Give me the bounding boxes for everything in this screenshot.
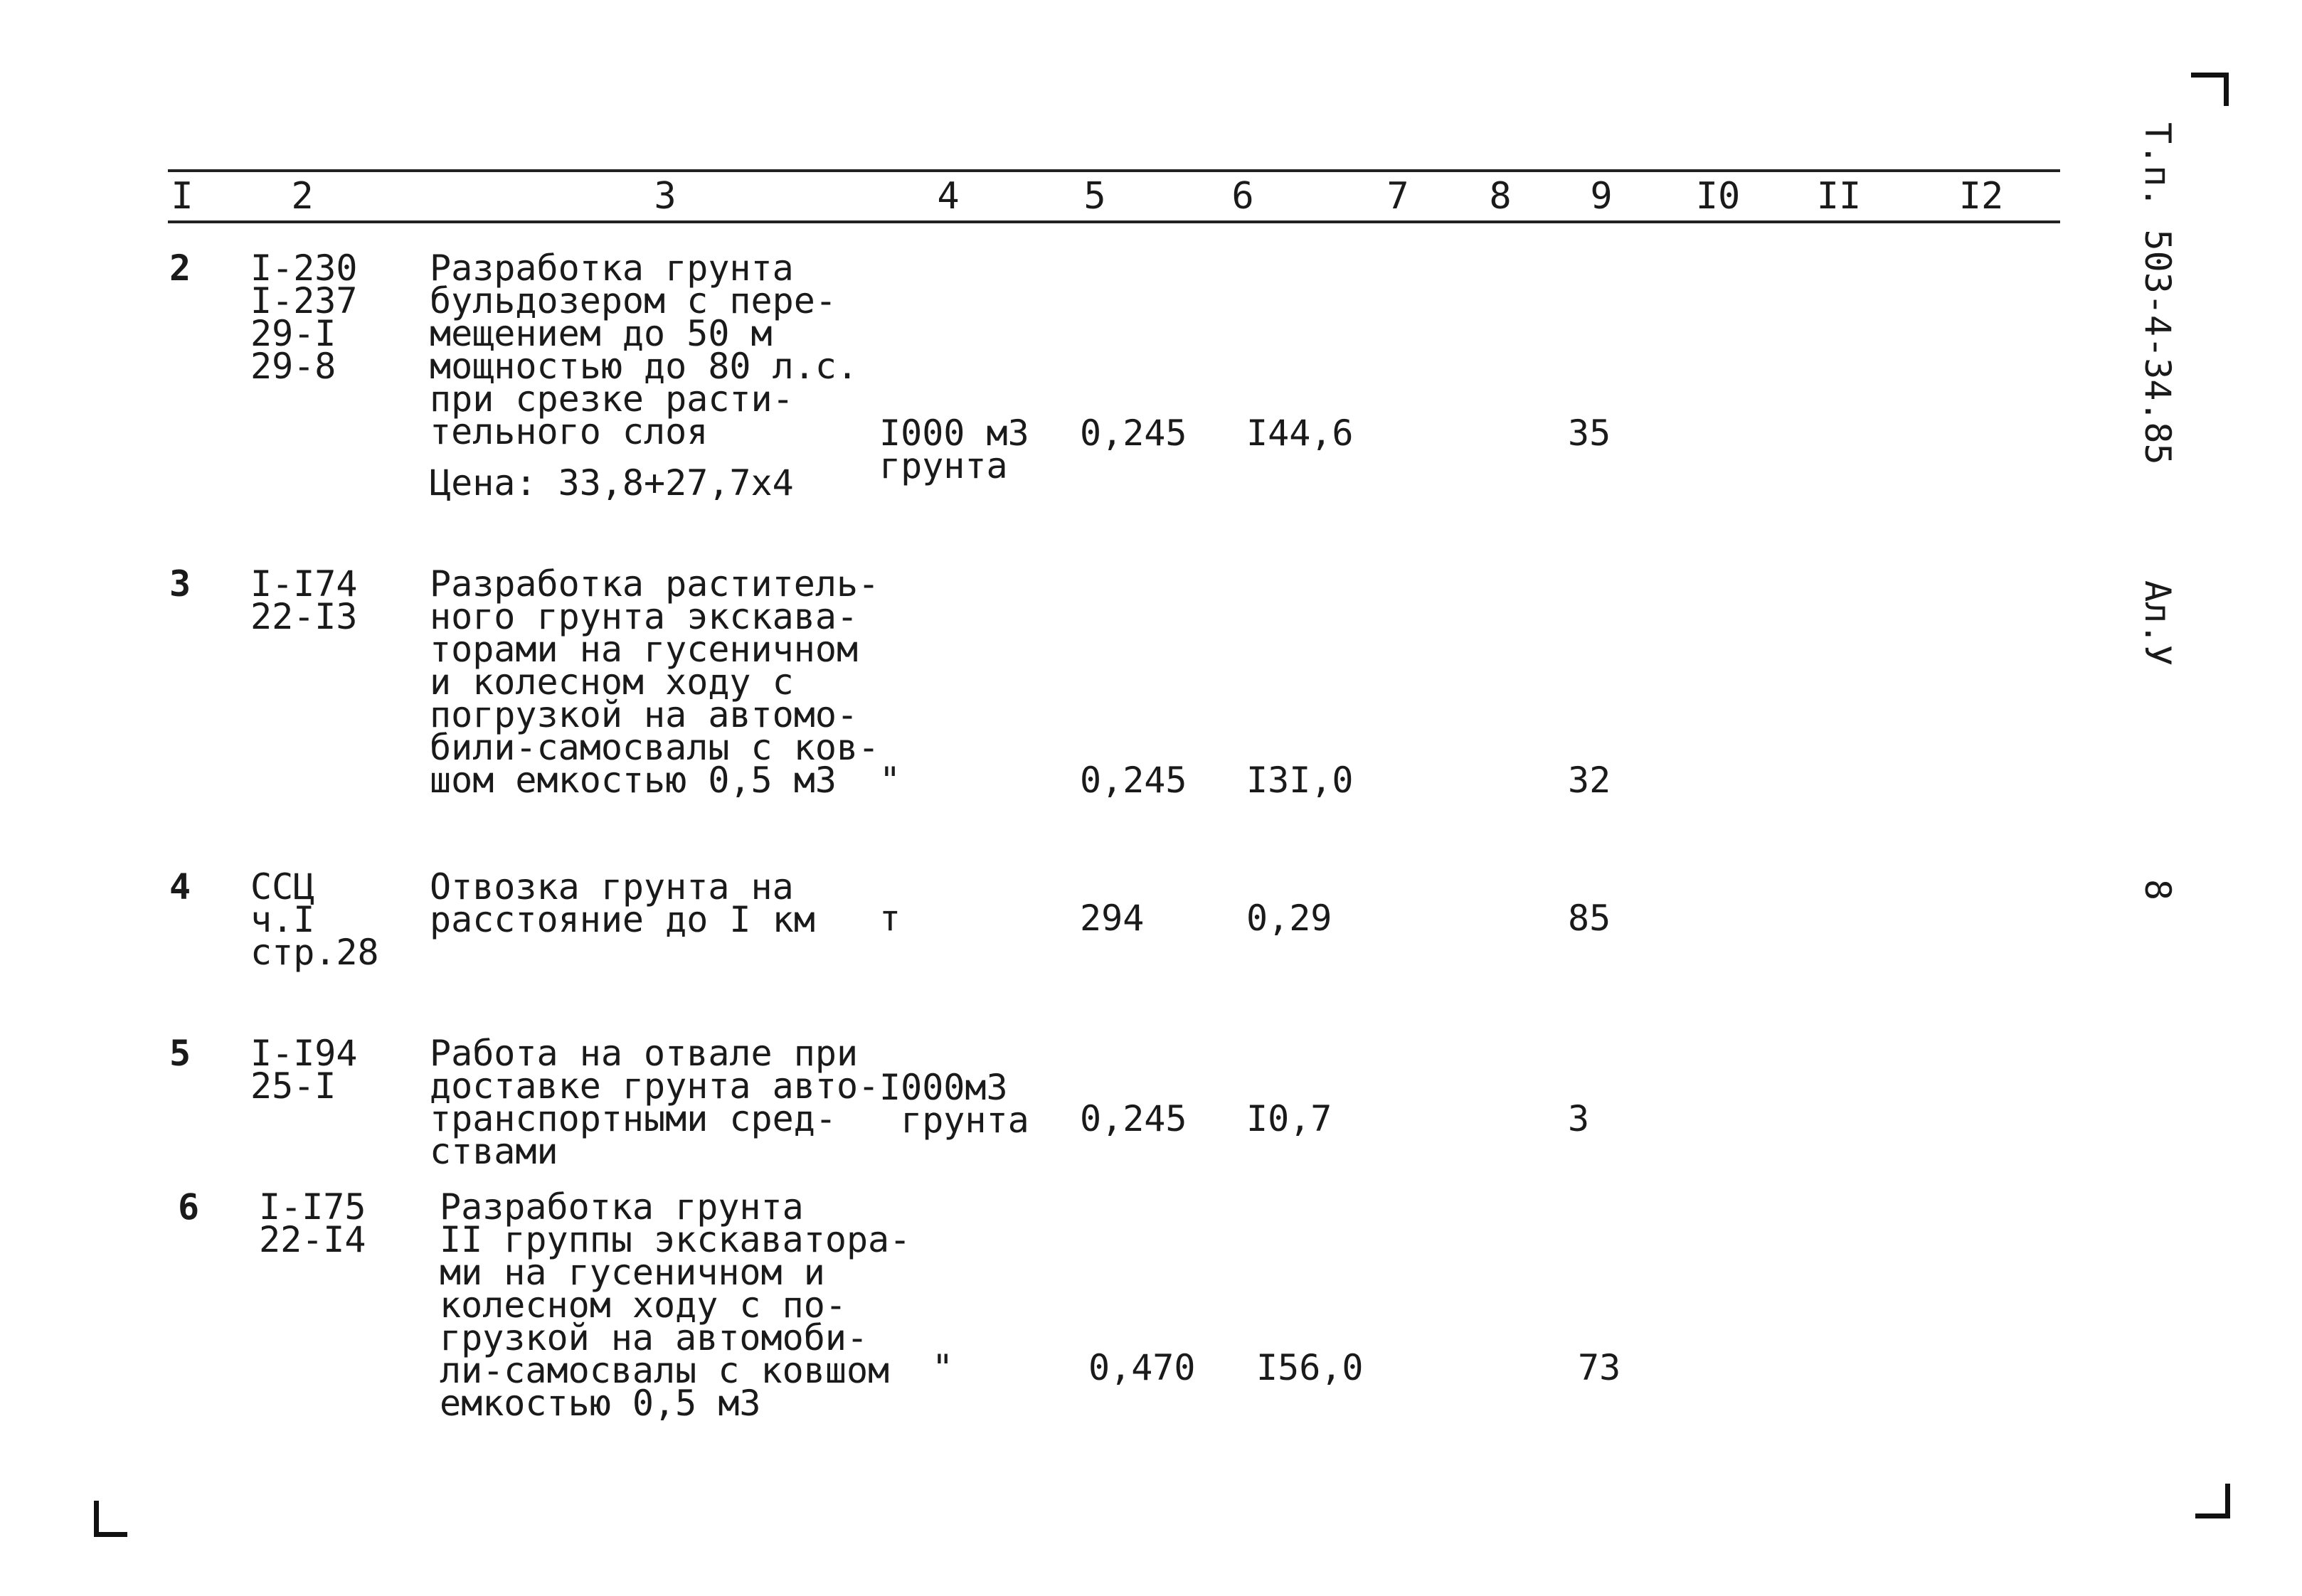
row-rate: I56,0 — [1256, 1347, 1364, 1388]
row-number: 3 — [169, 563, 191, 605]
column-header-5: 5 — [1083, 175, 1106, 218]
column-header-9: 9 — [1590, 175, 1613, 218]
row-description: Разработка раститель- ного грунта экскава- торами на гусеничном и колесном ходу с погрузкой на автомо- били-самосвалы с ков- шом емкостью 0,5 м3 — [430, 563, 880, 801]
row-quantity: 0,245 — [1080, 1098, 1187, 1139]
row-unit: " — [879, 760, 901, 801]
row-number: 5 — [169, 1033, 191, 1074]
document-code: Т.п. 503-4-34.85 — [2137, 122, 2178, 465]
row-quantity: 0,245 — [1080, 413, 1187, 454]
row-total: 32 — [1568, 760, 1611, 801]
row-codes: ССЦ ч.I стр.28 — [250, 866, 379, 973]
row-description: Работа на отвале при доставке грунта авто- транспортными сред- ствами — [430, 1033, 880, 1172]
column-header-7: 7 — [1386, 175, 1409, 218]
column-header-1: I — [171, 175, 193, 218]
row-unit: I000 м3 грунта — [879, 413, 1029, 486]
row-codes: I-I94 25-I — [250, 1033, 358, 1107]
corner-mark-bottom-left — [94, 1501, 127, 1537]
row-total: 3 — [1568, 1098, 1590, 1139]
row-number: 4 — [169, 866, 191, 908]
row-rate: I3I,0 — [1246, 760, 1354, 801]
column-header-6: 6 — [1231, 175, 1254, 218]
column-header-12: I2 — [1958, 175, 2004, 218]
column-header-3: 3 — [654, 175, 677, 218]
album-label: Ал.У — [2137, 580, 2178, 666]
row-rate: I44,6 — [1246, 413, 1354, 454]
row-total: 73 — [1578, 1347, 1621, 1388]
column-header-2: 2 — [291, 175, 314, 218]
column-header-8: 8 — [1489, 175, 1512, 218]
row-unit: I000м3 грунта — [879, 1067, 1029, 1141]
page-number: 8 — [2137, 879, 2178, 901]
row-quantity: 0,470 — [1088, 1347, 1196, 1388]
row-unit: " — [932, 1347, 954, 1388]
row-description: Разработка грунта бульдозером с пере- мещением до 50 м мощностью до 80 л.с. при срезке расти- тельного слоя — [430, 248, 859, 452]
row-number: 2 — [169, 248, 191, 289]
row-quantity: 0,245 — [1080, 760, 1187, 801]
row-rate: I0,7 — [1246, 1098, 1332, 1139]
row-codes: I-I74 22-I3 — [250, 563, 358, 637]
column-header-4: 4 — [937, 175, 960, 218]
row-codes: I-230 I-237 29-I 29-8 — [250, 248, 358, 387]
row-number: 6 — [178, 1186, 200, 1228]
row-total: 85 — [1568, 898, 1611, 939]
row-description: Отвозка грунта на расстояние до I км — [430, 866, 815, 940]
column-header-11: II — [1816, 175, 1862, 218]
row-unit: т — [879, 898, 901, 939]
corner-mark-top-right — [2191, 73, 2229, 106]
row-quantity: 294 — [1080, 898, 1145, 939]
column-header-10: I0 — [1695, 175, 1741, 218]
row-total: 35 — [1568, 413, 1611, 454]
header-top-rule — [168, 169, 2060, 172]
header-bottom-rule — [168, 220, 2060, 223]
row-price: Цена: 33,8+27,7x4 — [430, 462, 794, 504]
row-description: Разработка грунта II группы экскаватора- ми на гусеничном и колесном ходу с по- грузкой на автомоби- ли-самосвалы с ковшом емкостью 0,5 м3 — [440, 1186, 911, 1424]
corner-mark-bottom-right — [2195, 1484, 2230, 1518]
row-rate: 0,29 — [1246, 898, 1332, 939]
row-codes: I-I75 22-I4 — [259, 1186, 366, 1260]
